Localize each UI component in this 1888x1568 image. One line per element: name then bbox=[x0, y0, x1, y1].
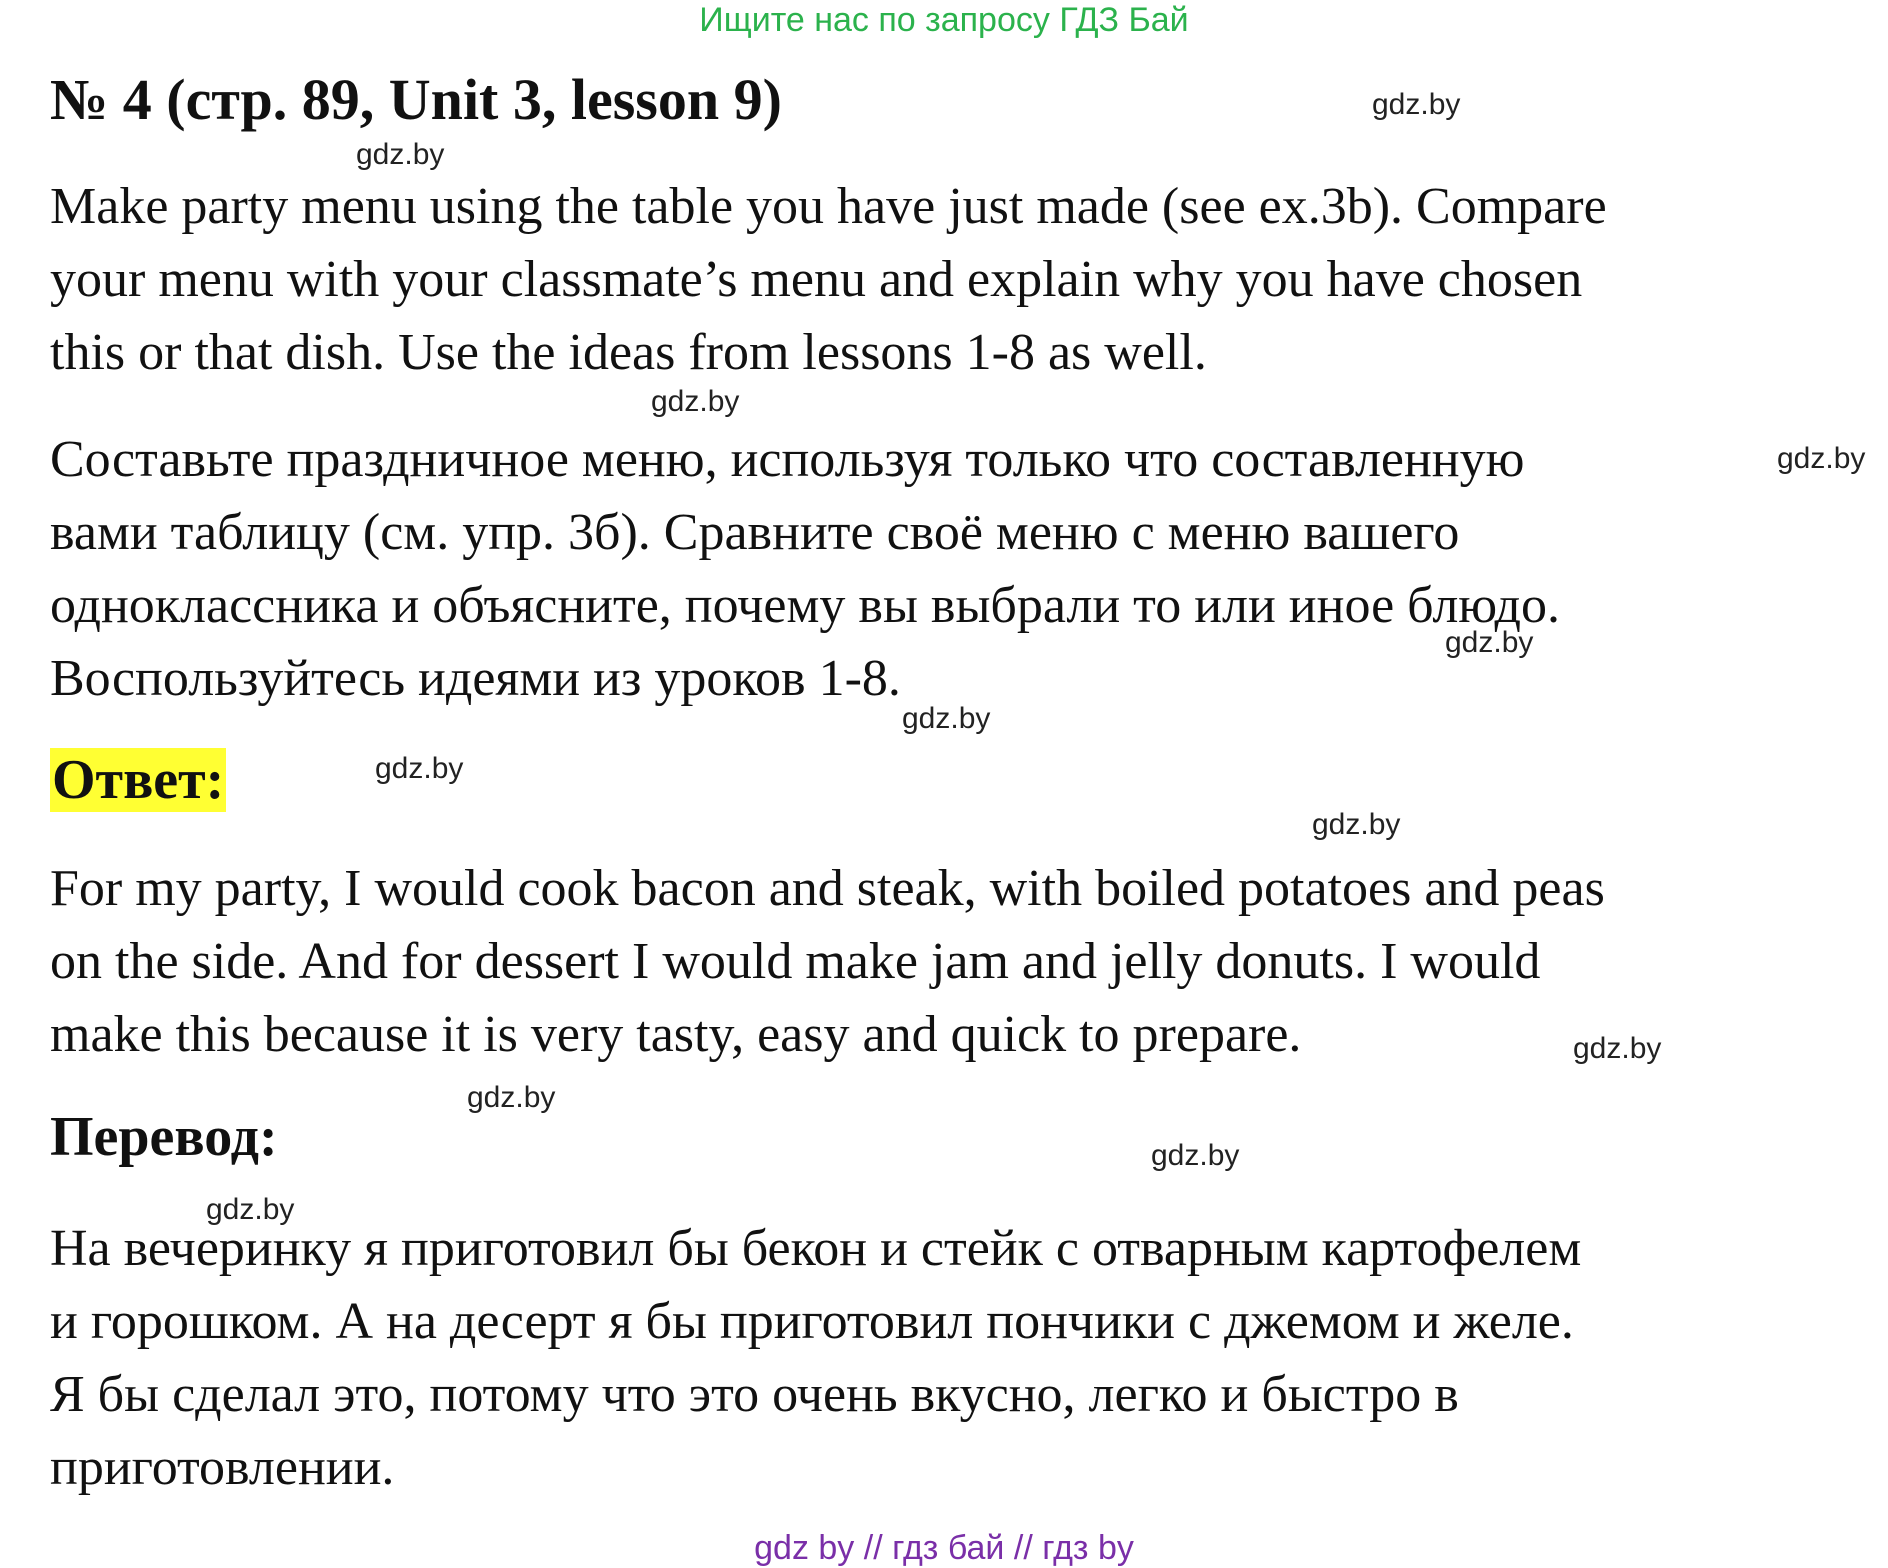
watermark: gdz.by bbox=[902, 702, 991, 735]
task-russian-line: одноклассника и объясните, почему вы выбрали то или иное блюдо. bbox=[50, 577, 1560, 634]
translation-line: приготовлении. bbox=[50, 1439, 395, 1496]
watermark: gdz.by bbox=[1777, 442, 1866, 475]
watermark: gdz.by bbox=[1445, 626, 1534, 659]
task-russian-line: вами таблицу (см. упр. 3б). Сравните своё меню с меню вашего bbox=[50, 504, 1460, 561]
task-russian-line: Воспользуйтесь идеями из уроков 1-8. bbox=[50, 650, 901, 707]
watermark: gdz.by bbox=[1151, 1139, 1240, 1172]
watermark: gdz.by bbox=[651, 385, 740, 418]
answer-line: on the side. And for dessert I would make jam and jelly donuts. I would bbox=[50, 933, 1541, 990]
translation-line: и горошком. А на десерт я бы приготовил пончики с джемом и желе. bbox=[50, 1293, 1574, 1350]
answer-line: make this because it is very tasty, easy and quick to prepare. bbox=[50, 1006, 1302, 1063]
answer-line: For my party, I would cook bacon and steak, with boiled potatoes and peas bbox=[50, 860, 1605, 917]
task-russian-line: Составьте праздничное меню, используя только что составленную bbox=[50, 431, 1525, 488]
footer: gdz by // гдз бай // гдз by bbox=[754, 1529, 1134, 1567]
translation-line: На вечеринку я приготовил бы бекон и стейк с отварным картофелем bbox=[50, 1220, 1582, 1277]
watermark: gdz.by bbox=[1312, 808, 1401, 841]
translation-line: Я бы сделал это, потому что это очень вкусно, легко и быстро в bbox=[50, 1366, 1459, 1423]
watermark: gdz.by bbox=[375, 752, 464, 785]
translation-heading: Перевод: bbox=[50, 1106, 278, 1168]
answer-heading: Ответ: bbox=[52, 749, 225, 811]
top-banner: Ищите нас по запросу ГДЗ Бай bbox=[699, 1, 1189, 39]
translation-text bbox=[50, 1212, 1581, 1504]
answer-text bbox=[50, 852, 1605, 1071]
watermark: gdz.by bbox=[356, 138, 445, 171]
task-russian bbox=[50, 423, 1560, 715]
watermark: gdz.by bbox=[1372, 88, 1461, 121]
watermark: gdz.by bbox=[1573, 1032, 1662, 1065]
task-english-line: this or that dish. Use the ideas from lessons 1-8 as well. bbox=[50, 324, 1207, 381]
task-english-line: Make party menu using the table you have just made (see ex.3b). Compare bbox=[50, 178, 1607, 235]
task-english bbox=[50, 170, 1607, 389]
watermark: gdz.by bbox=[206, 1193, 295, 1226]
watermark: gdz.by bbox=[467, 1081, 556, 1114]
exercise-title: № 4 (стр. 89, Unit 3, lesson 9) bbox=[50, 67, 782, 132]
task-english-line: your menu with your classmate’s menu and explain why you have chosen bbox=[50, 251, 1583, 308]
